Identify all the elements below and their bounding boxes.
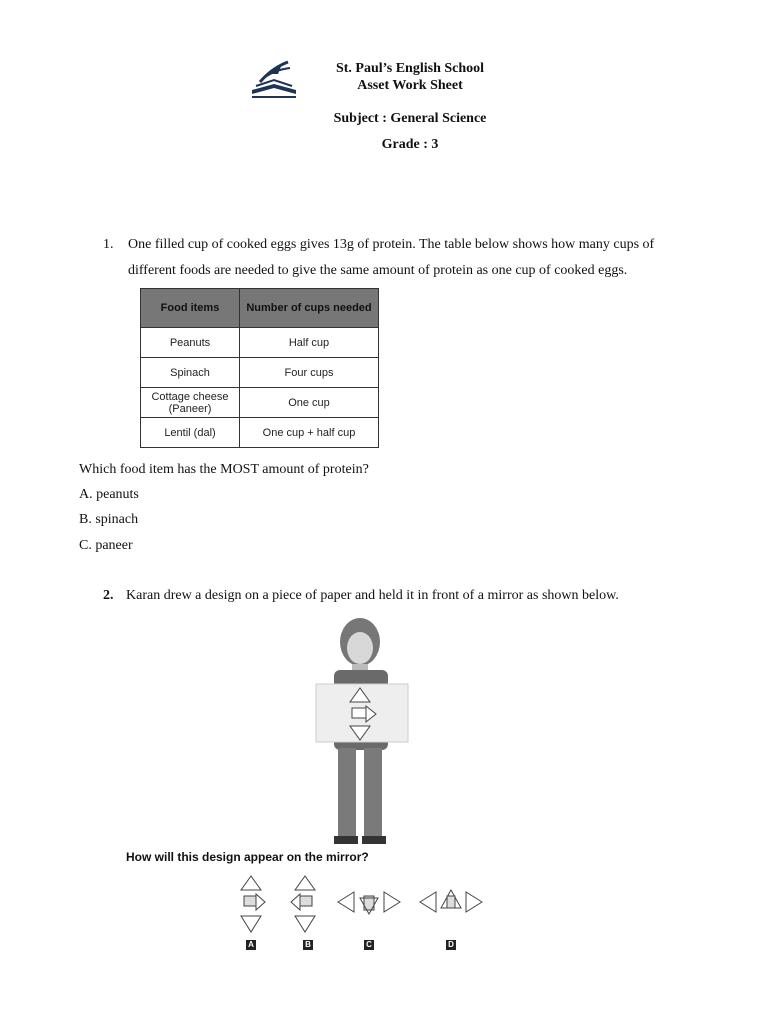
table-cell: Peanuts bbox=[141, 328, 240, 358]
table-cell: Half cup bbox=[240, 328, 379, 358]
q1-option-c: C. paneer bbox=[79, 538, 133, 553]
option-a-label: A bbox=[246, 940, 256, 950]
table-cell: One cup bbox=[240, 388, 379, 418]
option-b-design-icon bbox=[290, 874, 320, 936]
table-header-row bbox=[141, 289, 379, 328]
option-c-label: C bbox=[364, 940, 374, 950]
option-d-label: D bbox=[446, 940, 456, 950]
q2-text: Karan drew a design on a piece of paper and held it in front of a mirror as shown below. bbox=[126, 588, 619, 603]
option-a-design-icon bbox=[236, 874, 266, 936]
table-cell: Spinach bbox=[141, 358, 240, 388]
food-protein-table bbox=[140, 288, 379, 448]
q1-question: Which food item has the MOST amount of protein? bbox=[79, 462, 369, 477]
table-row bbox=[141, 388, 379, 418]
grade-line: Grade : 3 bbox=[381, 137, 439, 152]
subject-line: Subject : General Science bbox=[333, 111, 487, 126]
q1-text-line2: different foods are needed to give the same amount of protein as one cup of cooked eggs. bbox=[128, 263, 628, 278]
table-cell: Cottage cheese (Paneer) bbox=[141, 388, 240, 418]
q1-option-b: B. spinach bbox=[79, 512, 139, 527]
table-cell: One cup + half cup bbox=[240, 418, 379, 448]
q1-text-line1: One filled cup of cooked eggs gives 13g of protein. The table below shows how many cups of bbox=[128, 237, 655, 252]
option-d-design-icon bbox=[418, 888, 484, 920]
sheet-title: Asset Work Sheet bbox=[357, 78, 463, 93]
q1-number: 1. bbox=[103, 237, 114, 252]
q2-prompt: How will this design appear on the mirror? bbox=[126, 850, 369, 864]
person-holding-design-illustration bbox=[312, 612, 412, 847]
option-b-label: B bbox=[303, 940, 313, 950]
table-row bbox=[141, 418, 379, 448]
table-cell: Four cups bbox=[240, 358, 379, 388]
table-row bbox=[141, 358, 379, 388]
option-c-design-icon bbox=[336, 888, 402, 920]
table-row bbox=[141, 328, 379, 358]
table-header: Food items bbox=[141, 289, 240, 328]
q1-option-a: A. peanuts bbox=[79, 487, 139, 502]
school-name: St. Paul’s English School bbox=[335, 61, 485, 76]
q2-number: 2. bbox=[103, 588, 114, 603]
table-cell: Lentil (dal) bbox=[141, 418, 240, 448]
table-header: Number of cups needed bbox=[240, 289, 379, 328]
